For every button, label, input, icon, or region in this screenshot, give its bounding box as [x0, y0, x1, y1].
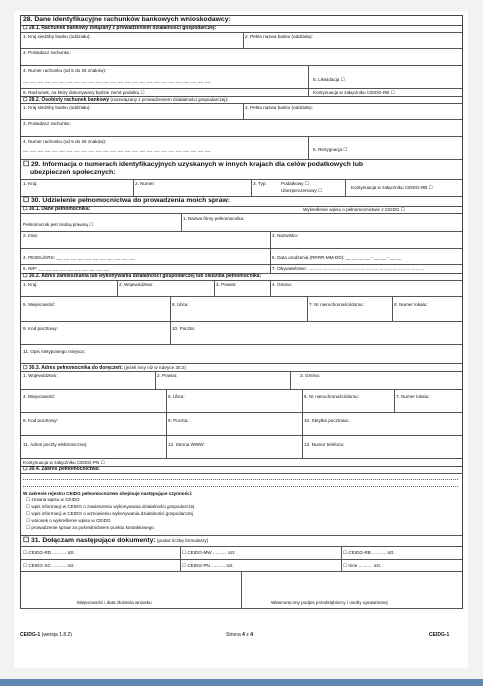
- field-row-holder-2: [21, 120, 462, 137]
- section-31-note: (podać liczbę formularzy): [156, 538, 209, 543]
- section-31-header: [21, 536, 462, 547]
- section-30-3-note: (jeżeli inny niż w rubryce 30.2): [124, 365, 186, 370]
- field-foreign-type: 3. Typ:: [253, 181, 267, 186]
- doc-sc-checkbox[interactable]: ☐ CEIDG-SC ........... szt.: [23, 563, 75, 568]
- scope-item-resumption[interactable]: ☐ wpis informacji w CEIDG o wznowieniu wykonywania działalności gospodarczej: [26, 511, 194, 516]
- scope-dotted-line-1[interactable]: [23, 479, 458, 480]
- field-row-address-2: [21, 297, 462, 322]
- field-first-name[interactable]: 2. Imię:: [23, 233, 39, 238]
- section-30-2-title[interactable]: ☐ 30.2. Adres zamieszkania lub wykonywania działalności gospodarczej lub siedziba pełnomocnika:: [23, 273, 262, 279]
- field-address-county[interactable]: 3. Powiat:: [216, 282, 237, 287]
- field-row-address-3: [21, 322, 462, 345]
- field-company-name[interactable]: 1. Nazwa firmy pełnomocnika:: [183, 216, 245, 221]
- field-birth-date: 5. Data urodzenia (RRRR-MM-DD): __ __ __ __ - __ __ - __ __: [272, 255, 402, 260]
- citizenship-dots[interactable]: ...........................................................................................: [308, 266, 425, 271]
- doc-mw-checkbox[interactable]: ☐ CEIDG-MW ........... szt.: [182, 550, 236, 555]
- continuation-rb-checkbox[interactable]: Kontynuacja w załączniku CEIDG-RB ☐: [313, 90, 395, 95]
- section-30-4-title[interactable]: ☐ 30.4. Zakres pełnomocnictwa:: [23, 466, 100, 472]
- account-number-cells-2[interactable]: __ __ __ __ __ __ __ __ __ __ __ __ __ __ __ __ __ __ __ __ __ __ __ __ __ __: [23, 147, 211, 152]
- form-table: [20, 15, 463, 609]
- scope-block: [21, 474, 462, 536]
- type-tax-checkbox[interactable]: Podatkowy ☐: [281, 181, 309, 186]
- field-address-locality[interactable]: 5. Miejscowość:: [23, 302, 56, 307]
- field-delivery-email[interactable]: 11. Adres poczty elektronicznej:: [23, 442, 88, 447]
- doc-other-checkbox[interactable]: ☐ Inne ........... szt.: [343, 563, 382, 568]
- signature-row: [21, 572, 462, 609]
- delete-entry-checkbox[interactable]: Wykreślenie wpisu o pełnomocnictwie z CEIDG ☐: [303, 207, 405, 212]
- docs-row-2: [21, 560, 462, 572]
- doc-rb-checkbox[interactable]: ☐ CEIDG-RB ........... szt.: [343, 550, 395, 555]
- scope-item-contact-point[interactable]: ☐ prowadzenie spraw za pośrednictwem punktu kontaktowego: [26, 525, 154, 530]
- field-account-number-2[interactable]: 4. Numer rachunku (od 5 do 26 znaków):: [23, 139, 107, 144]
- field-bank-name-2[interactable]: 2. Pełna nazwa banku (oddziału):: [245, 105, 313, 110]
- field-pesel: 4. PESEL/KRS: __ __ __ __ __ __ __ __ __ __ __: [23, 255, 135, 260]
- field-bank-country-2[interactable]: 1. Kraj siedziby banku (oddziału):: [23, 105, 91, 110]
- section-30-title[interactable]: ☐ 30. Udzielenie pełnomocnictwa do prowadzenia moich spraw:: [23, 197, 231, 204]
- pesel-cells[interactable]: __ __ __ __ __ __ __ __ __ __ __: [56, 255, 135, 260]
- field-row-pesel: [21, 249, 462, 265]
- section-28-title: 28. Dane identyfikacyjne rachunków bankowych wnioskodawcy:: [23, 16, 231, 23]
- section-28-2-note: (niezwiązany z prowadzeniem działalności gospodarczej):: [110, 97, 229, 102]
- field-address-country[interactable]: 1. Kraj:: [23, 282, 38, 287]
- account-number-cells[interactable]: __ __ __ __ __ __ __ __ __ __ __ __ __ __ __ __ __ __ __ __ __ __ __ __ __ __: [23, 78, 211, 83]
- footer-page-number: Strona 4 z 4: [226, 632, 253, 638]
- field-delivery-street[interactable]: 5. Ulica:: [168, 394, 185, 399]
- section-30-3-title[interactable]: ☐ 30.3. Adres pełnomocnika do doręczeń:: [23, 365, 123, 371]
- section-28-1-title[interactable]: ☐ 28.1. Rachunek bankowy związany z prowadzeniem działalności gospodarczej:: [23, 25, 217, 31]
- field-row-holder: [21, 49, 462, 66]
- field-delivery-property[interactable]: 6. Nr nieruchomości/domu:: [304, 394, 359, 399]
- field-row-tax: [21, 89, 462, 97]
- field-delivery-www[interactable]: 12. Strona WWW:: [168, 442, 205, 447]
- field-row-bank: [21, 33, 462, 49]
- field-account-number[interactable]: 4. Numer rachunku (od 5 do 26 znaków):: [23, 68, 107, 73]
- field-delivery-voivodeship[interactable]: 1. Województwo:: [23, 373, 58, 378]
- field-address-street[interactable]: 6. Ulica:: [172, 302, 189, 307]
- scope-item-deletion[interactable]: ☐ wniosek o wykreślenie wpisu w CEIDG: [26, 518, 111, 523]
- field-row-delivery-4: [21, 436, 462, 459]
- field-address-voivodeship[interactable]: 2. Województwo:: [119, 282, 154, 287]
- field-account-holder-2[interactable]: 3. Posiadacz rachunku:: [23, 121, 71, 126]
- tax-refund-checkbox[interactable]: 6. Rachunek, na który dokonywany będzie zwrot podatku ☐: [23, 90, 145, 95]
- section-28-2-title[interactable]: ☐ 28.2. Osobisty rachunek bankowy: [23, 97, 110, 103]
- field-delivery-phone[interactable]: 13. Numer telefonu:: [304, 442, 345, 447]
- field-row-foreign-ids: [21, 180, 462, 197]
- field-delivery-locality[interactable]: 4. Miejscowość:: [23, 394, 56, 399]
- field-address-postcode[interactable]: 9. Kod pocztowy:: [23, 326, 58, 331]
- section-29-header: [21, 160, 462, 180]
- field-delivery-pobox[interactable]: 10. Skrytka pocztowa:: [304, 418, 349, 423]
- field-address-commune[interactable]: 4. Gmina:: [272, 282, 292, 287]
- field-row-account-2: [21, 137, 462, 160]
- section-31-title[interactable]: ☐ 31. Dołączam następujące dokumenty:: [23, 537, 156, 544]
- field-row-account: [21, 66, 462, 89]
- liquidation-checkbox[interactable]: 5. Likwidacja ☐: [313, 77, 345, 82]
- field-row-company: [21, 214, 462, 232]
- field-foreign-number[interactable]: 2. Numer:: [135, 181, 156, 186]
- section-30-1-header: [21, 207, 462, 214]
- field-delivery-postcode[interactable]: 8. Kod pocztowy:: [23, 418, 58, 423]
- field-account-holder[interactable]: 3. Posiadacz rachunku:: [23, 50, 71, 55]
- field-delivery-post[interactable]: 9. Poczta:: [168, 418, 189, 423]
- field-row-address-1: [21, 281, 462, 297]
- field-address-unusual[interactable]: 11. Opis nietypowego miejsca:: [23, 349, 85, 354]
- form-page: [14, 11, 468, 668]
- field-row-bank-2: [21, 104, 462, 120]
- section-28-1-header: [21, 26, 462, 33]
- resignation-checkbox[interactable]: 5. Rezygnacja ☐: [313, 147, 348, 152]
- section-30-1-title[interactable]: ☐ 30.1. Dane pełnomocnika:: [23, 206, 91, 212]
- field-row-delivery-3: [21, 413, 462, 436]
- field-row-delivery-1: [21, 372, 462, 390]
- scope-item-change-entry[interactable]: ☐ zmiana wpisu w CEIDG: [26, 497, 80, 502]
- bottom-bar: [0, 679, 483, 686]
- footer-form-id: CEIDG-1 (wersja 1.8.2): [20, 632, 72, 638]
- field-delivery-commune[interactable]: 3. Gmina:: [300, 373, 320, 378]
- continuation-rb-checkbox-2[interactable]: Kontynuacja w załączniku CEIDG-RB ☐: [351, 185, 433, 190]
- legal-person-checkbox[interactable]: Pełnomocnik jest osobą prawną ☐: [23, 222, 94, 227]
- field-foreign-country[interactable]: 1. Kraj:: [23, 181, 38, 186]
- nip-cells[interactable]: __ __ __ __ __ __ __ __ __ __: [38, 266, 110, 271]
- field-delivery-county[interactable]: 2. Powiat:: [157, 373, 178, 378]
- scope-dotted-line-2[interactable]: [23, 486, 458, 487]
- doc-pn-checkbox[interactable]: ☐ CEIDG-PN ........... szt.: [182, 563, 234, 568]
- scope-item-suspension[interactable]: ☐ wpis informacji w CEIDG o zawieszeniu wykonywania działalności gospodarczej: [26, 504, 195, 509]
- field-row-address-4: [21, 345, 462, 364]
- field-surname[interactable]: 3. Nazwisko:: [272, 233, 299, 238]
- field-delivery-unit[interactable]: 7. Numer lokalu:: [396, 394, 430, 399]
- docs-row-1: [21, 547, 462, 560]
- birth-date-cells[interactable]: __ __ __ __ - __ __ - __ __: [345, 255, 402, 260]
- doc-rd-checkbox[interactable]: ☐ CEIDG-RD ........... szt.: [23, 550, 75, 555]
- field-row-name: [21, 232, 462, 249]
- scope-title: W zakresie rejestru CEIDG pełnomocnictwo obejmuje następujące czynności:: [23, 491, 193, 496]
- section-30-4-header: [21, 467, 462, 474]
- continuation-pn-checkbox[interactable]: Kontynuacja w załączniku CEIDG-PN ☐: [23, 460, 105, 465]
- signature-label[interactable]: Własnoręczny podpis przedsiębiorcy / osoby uprawnionej: [271, 600, 388, 605]
- section-28-2-header: [21, 97, 462, 104]
- section-30-3-header: [21, 364, 462, 372]
- section-29-title-2: ubezpieczeń społecznych:: [30, 169, 116, 176]
- field-bank-country[interactable]: 1. Kraj siedziby banku (oddziału):: [23, 34, 91, 39]
- section-30-2-header: [21, 274, 462, 281]
- place-date-label[interactable]: Miejscowość i data złożenia wniosku: [77, 600, 152, 605]
- field-citizenship: 7. Obywatelstwo: ...........................................................................................: [272, 266, 425, 271]
- field-address-property[interactable]: 7. Nr nieruchomości/domu:: [309, 302, 364, 307]
- section-29-title-1[interactable]: ☐ 29. Informacja o numerach identyfikacyjnych uzyskanych w innych krajach dla celów podatkowych lub: [23, 161, 364, 168]
- field-address-unit[interactable]: 8. Numer lokalu:: [394, 302, 428, 307]
- footer-form-id-right: CEIDG-1: [429, 632, 450, 638]
- field-nip: 6. NIP: __ __ __ __ __ __ __ __ __ __: [23, 266, 110, 271]
- field-row-delivery-2: [21, 390, 462, 413]
- field-bank-name[interactable]: 2. Pełna nazwa banku (oddziału):: [245, 34, 313, 39]
- field-address-post[interactable]: 10. Poczta:: [172, 326, 195, 331]
- type-insurance-checkbox[interactable]: Ubezpieczeniowy ☐: [281, 188, 323, 193]
